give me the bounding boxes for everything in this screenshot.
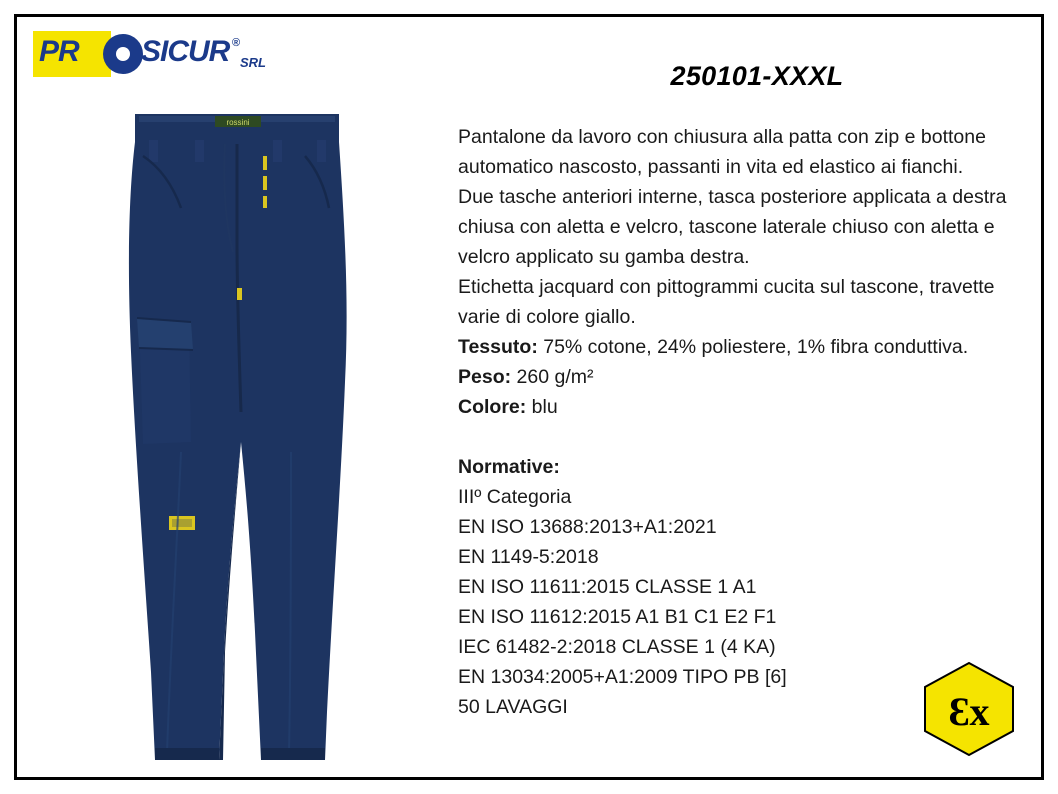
logo-text-pr: PR — [39, 35, 79, 68]
description-paragraph-1: Pantalone da lavoro con chiusura alla patta con zip e bottone automatico nascosto, passanti in vita ed elastico ai fianchi. — [458, 126, 986, 178]
color-value: blu — [531, 396, 558, 418]
page-title: 250101-XXXL — [670, 61, 844, 91]
product-description — [458, 122, 1018, 722]
standard-item-7: 50 LAVAGGI — [458, 696, 568, 718]
standard-item-2: EN 1149-5:2018 — [458, 546, 599, 568]
fabric-label: Tessuto: — [458, 336, 538, 358]
standard-item-4: EN ISO 11612:2015 A1 B1 C1 E2 F1 — [458, 606, 777, 628]
logo-text-sicur: SICUR — [141, 35, 230, 68]
description-paragraph-3: Etichetta jacquard con pittogrammi cucita sul tascone, travette varie di colore giallo. — [458, 276, 995, 328]
company-logo — [33, 31, 278, 77]
page-frame — [14, 14, 1044, 780]
weight-value: 260 g/m² — [516, 366, 594, 388]
weight-line — [458, 362, 1018, 392]
standard-item-0: IIIº Categoria — [458, 486, 572, 508]
logo-registered-icon: ® — [232, 37, 241, 49]
standard-item-1: EN ISO 13688:2013+A1:2021 — [458, 516, 717, 538]
weight-label: Peso: — [458, 366, 512, 388]
atex-ex-icon — [921, 661, 1017, 757]
svg-text:rossini: rossini — [226, 118, 250, 127]
logo-text-srl: SRL — [240, 55, 266, 70]
fabric-line — [458, 332, 1018, 362]
section-spacer — [458, 422, 1018, 452]
standard-item-6: EN 13034:2005+A1:2009 TIPO PB [6] — [458, 666, 787, 688]
standard-item-5: IEC 61482-2:2018 CLASSE 1 (4 KA) — [458, 636, 776, 658]
logo-circle-icon — [103, 34, 143, 74]
standards-title: Normative: — [458, 456, 560, 478]
standard-item-3: EN ISO 11611:2015 CLASSE 1 A1 — [458, 576, 757, 598]
color-label: Colore: — [458, 396, 527, 418]
fabric-value: 75% cotone, 24% poliestere, 1% fibra conduttiva. — [543, 336, 969, 358]
color-line — [458, 392, 1018, 422]
description-paragraph-2: Due tasche anteriori interne, tasca posteriore applicata a destra chiusa con aletta e velcro, tascone laterale chiuso con aletta e velcro applicato su gamba destra. — [458, 186, 1007, 268]
product-image — [77, 112, 427, 772]
svg-text:Ɛx: Ɛx — [948, 689, 990, 734]
